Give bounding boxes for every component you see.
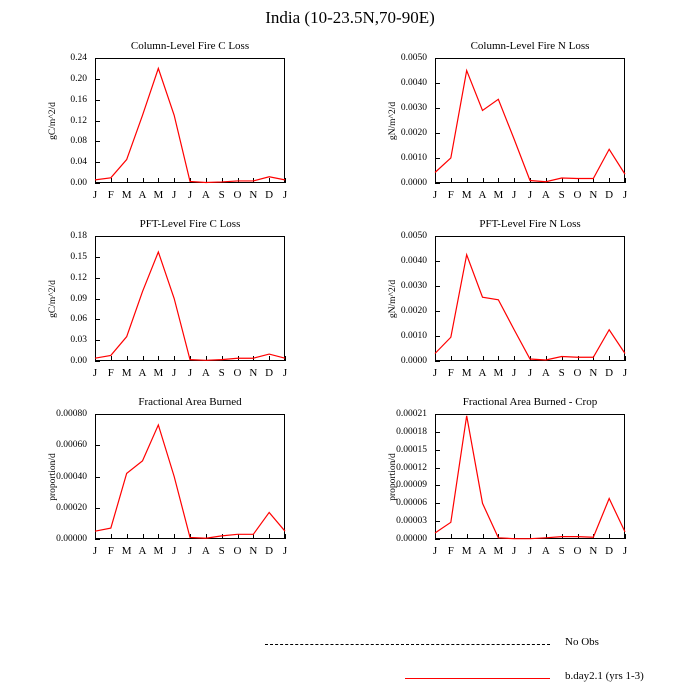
x-tick-label: O [573, 367, 582, 379]
x-tick-label: J [282, 545, 288, 557]
x-tick-label: F [447, 545, 454, 557]
x-tick-label: M [153, 545, 164, 557]
x-tick-label: J [432, 545, 438, 557]
panel-title: Fractional Area Burned [138, 396, 242, 408]
x-tick-label: J [92, 367, 98, 379]
panel-title: Fractional Area Burned - Crop [462, 396, 598, 408]
y-tick-label: 0.0020 [400, 306, 427, 316]
y-tick-label: 0.0000 [400, 178, 427, 188]
x-tick-label: J [187, 367, 193, 379]
panel-title: Column-Level Fire C Loss [130, 40, 250, 52]
legend-solid-line-icon [405, 678, 550, 679]
y-tick-label: 0.04 [70, 157, 87, 168]
y-tick-label: 0.0040 [400, 256, 427, 266]
x-tick-label: S [558, 367, 565, 379]
x-tick-label: F [447, 189, 454, 201]
series-layer [40, 218, 315, 401]
chart-panel-fractional-area-burned-crop [375, 396, 655, 579]
y-tick-label: 0.00012 [396, 462, 427, 473]
x-tick-label: D [265, 367, 274, 379]
x-tick-label: S [558, 545, 565, 557]
y-tick-label: 0.00015 [396, 444, 427, 455]
y-tick-label: 0.00060 [56, 440, 87, 451]
x-tick-label: A [478, 545, 487, 557]
x-tick-label: A [138, 189, 147, 201]
chart-panel-column-level-fire-c-loss [40, 40, 315, 223]
x-tick-label: J [512, 189, 517, 201]
y-axis-label: gN/m^2/d [388, 279, 398, 318]
y-tick-label: 0.0010 [400, 331, 427, 341]
y-tick-label: 0.18 [70, 231, 87, 241]
x-tick-label: O [233, 367, 242, 379]
x-tick-label: J [432, 189, 438, 201]
x-tick-label: N [249, 367, 258, 379]
x-tick-label: D [605, 545, 614, 557]
y-tick-label: 0.00080 [56, 409, 87, 419]
series-line [95, 68, 285, 182]
x-tick-label: M [121, 367, 132, 379]
y-tick-label: 0.12 [70, 115, 87, 126]
x-tick-label: D [265, 545, 274, 557]
x-tick-label: J [92, 189, 98, 201]
legend-label-model: b.day2.1 (yrs 1-3) [565, 670, 644, 682]
y-tick-label: 0.00 [70, 356, 87, 366]
legend-label-obs: No Obs [565, 636, 599, 648]
series-layer [40, 396, 315, 579]
x-tick-label: M [493, 545, 504, 557]
panel-title: PFT-Level Fire N Loss [479, 218, 581, 230]
x-tick-label: O [233, 189, 242, 201]
x-tick-label: F [107, 545, 114, 557]
x-tick-label: N [589, 367, 598, 379]
y-tick-label: 0.0020 [400, 128, 427, 138]
x-tick-label: A [541, 545, 550, 557]
y-tick-label: 0.08 [70, 136, 87, 147]
series-line [435, 416, 625, 539]
x-tick-label: J [172, 189, 177, 201]
series-line [95, 252, 285, 360]
x-tick-label: M [461, 189, 472, 201]
x-tick-label: S [218, 189, 225, 201]
series-line [95, 425, 285, 538]
y-axis-label: gC/m^2/d [48, 279, 58, 318]
y-tick-label: 0.16 [70, 94, 87, 105]
chart-panel-pft-level-fire-n-loss [375, 218, 655, 401]
x-tick-label: A [541, 189, 550, 201]
chart-panel-pft-level-fire-c-loss [40, 218, 315, 401]
x-tick-label: N [249, 545, 258, 557]
x-tick-label: S [218, 367, 225, 379]
x-tick-label: M [461, 545, 472, 557]
x-tick-label: J [432, 367, 438, 379]
y-tick-label: 0.00040 [56, 471, 87, 482]
x-tick-label: A [201, 189, 210, 201]
x-tick-label: N [589, 545, 598, 557]
x-tick-label: A [201, 367, 210, 379]
x-tick-label: F [107, 189, 114, 201]
y-axis-label: proportion/d [48, 452, 58, 501]
x-tick-label: J [187, 545, 193, 557]
x-tick-label: N [249, 189, 258, 201]
y-tick-label: 0.20 [70, 73, 87, 84]
x-tick-label: A [138, 545, 147, 557]
y-tick-label: 0.0030 [400, 281, 427, 291]
y-tick-label: 0.0010 [400, 153, 427, 163]
chart-panel-column-level-fire-n-loss [375, 40, 655, 223]
legend [265, 636, 685, 696]
x-tick-label: A [478, 189, 487, 201]
x-tick-label: J [92, 545, 98, 557]
x-tick-label: A [138, 367, 147, 379]
panel-title: Column-Level Fire N Loss [470, 40, 590, 52]
y-tick-label: 0.15 [70, 251, 87, 262]
y-tick-label: 0.09 [70, 293, 87, 304]
x-tick-label: M [121, 545, 132, 557]
y-axis-label: proportion/d [388, 452, 398, 501]
x-tick-label: J [187, 189, 193, 201]
series-layer [375, 218, 655, 401]
x-tick-label: J [172, 367, 177, 379]
x-tick-label: D [605, 189, 614, 201]
chart-panel-fractional-area-burned [40, 396, 315, 579]
x-tick-label: M [153, 367, 164, 379]
series-layer [40, 40, 315, 223]
y-tick-label: 0.0000 [400, 356, 427, 366]
series-layer [375, 396, 655, 579]
x-tick-label: J [622, 545, 628, 557]
y-tick-label: 0.00020 [56, 502, 87, 513]
x-tick-label: F [107, 367, 114, 379]
x-tick-label: A [478, 367, 487, 379]
y-tick-label: 0.00021 [396, 409, 427, 419]
series-line [435, 71, 625, 182]
y-tick-label: 0.03 [70, 335, 87, 346]
y-tick-label: 0.06 [70, 314, 87, 325]
y-tick-label: 0.12 [70, 272, 87, 283]
x-tick-label: S [558, 189, 565, 201]
x-tick-label: J [172, 545, 177, 557]
x-tick-label: M [493, 189, 504, 201]
x-tick-label: O [573, 189, 582, 201]
x-tick-label: J [622, 367, 628, 379]
y-tick-label: 0.0050 [400, 53, 427, 63]
x-tick-label: J [527, 367, 533, 379]
x-tick-label: S [218, 545, 225, 557]
y-tick-label: 0.00009 [396, 480, 427, 491]
y-tick-label: 0.00000 [56, 534, 87, 544]
x-tick-label: D [265, 189, 274, 201]
x-tick-label: M [153, 189, 164, 201]
x-tick-label: M [461, 367, 472, 379]
panel-title: PFT-Level Fire C Loss [139, 218, 241, 230]
y-tick-label: 0.24 [70, 53, 87, 63]
x-tick-label: D [605, 367, 614, 379]
x-tick-label: O [573, 545, 582, 557]
series-layer [375, 40, 655, 223]
page-title: India (10-23.5N,70-90E) [265, 8, 435, 27]
x-tick-label: J [622, 189, 628, 201]
y-tick-label: 0.00006 [396, 498, 427, 509]
y-axis-label: gN/m^2/d [388, 101, 398, 140]
y-tick-label: 0.0050 [400, 231, 427, 241]
x-tick-label: M [493, 367, 504, 379]
y-tick-label: 0.00000 [396, 534, 427, 544]
y-axis-label: gC/m^2/d [48, 101, 58, 140]
x-tick-label: J [512, 367, 517, 379]
x-tick-label: M [121, 189, 132, 201]
x-tick-label: J [282, 367, 288, 379]
x-tick-label: F [447, 367, 454, 379]
y-tick-label: 0.00 [70, 178, 87, 188]
x-tick-label: J [527, 189, 533, 201]
x-tick-label: A [541, 367, 550, 379]
y-tick-label: 0.0030 [400, 103, 427, 113]
y-tick-label: 0.0040 [400, 78, 427, 88]
series-line [435, 255, 625, 360]
y-tick-label: 0.00018 [396, 426, 427, 437]
y-tick-label: 0.00003 [396, 516, 427, 527]
x-tick-label: J [512, 545, 517, 557]
x-tick-label: A [201, 545, 210, 557]
x-tick-label: O [233, 545, 242, 557]
x-tick-label: J [527, 545, 533, 557]
legend-dashed-line-icon [265, 644, 550, 645]
x-tick-label: N [589, 189, 598, 201]
x-tick-label: J [282, 189, 288, 201]
